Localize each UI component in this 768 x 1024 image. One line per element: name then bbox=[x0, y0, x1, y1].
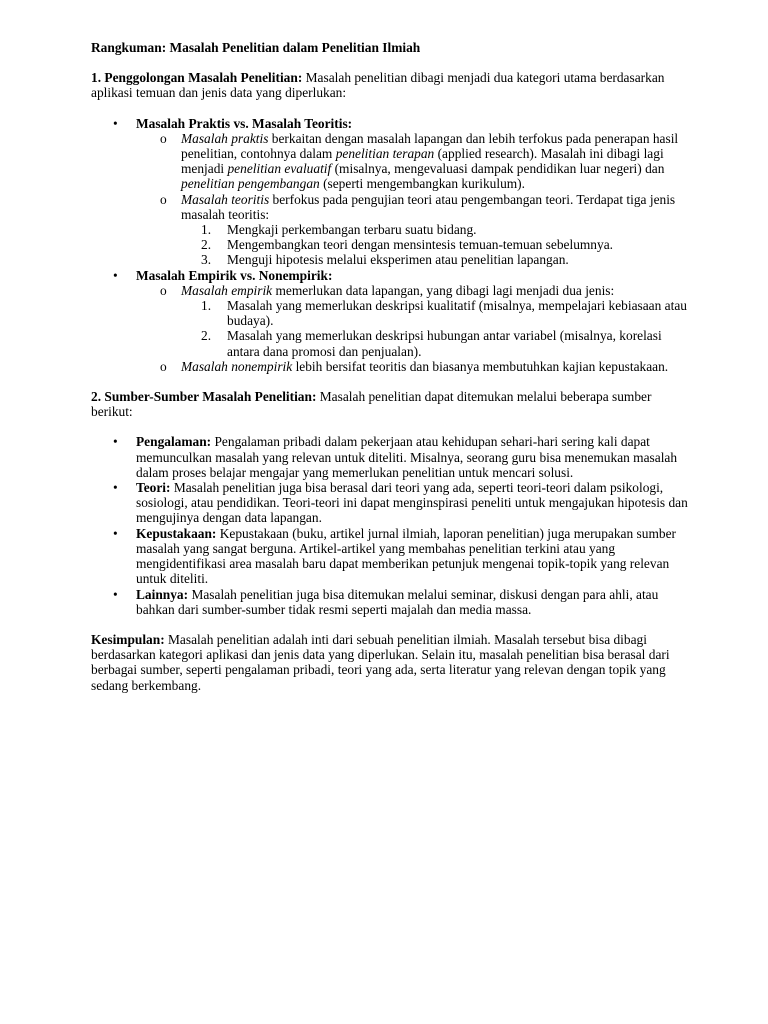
document-page bbox=[91, 40, 691, 693]
term-emphasis: Masalah nonempirik bbox=[181, 358, 293, 374]
conclusion-paragraph bbox=[91, 632, 691, 693]
item-number: 2. bbox=[201, 237, 212, 253]
bullet-icon: • bbox=[113, 525, 118, 541]
body-text: berkaitan dengan masalah lapangan dan lebih terfokus pada penerapan hasil penelitian, contohnya dalam bbox=[181, 130, 679, 162]
numbered-text: Masalah yang memerlukan deskripsi kualitatif (misalnya, mempelajari kebiasaan atau budaya). bbox=[227, 298, 687, 329]
sub-list-item bbox=[136, 359, 691, 374]
body-text: Kepustakaan (buku, artikel jurnal ilmiah, laporan penelitian) juga merupakan sumber masalah yang sangat berguna. Artikel-artikel yang membahas penelitian terkini atau yang mengidentifikasi area masalah baru dapat memberikan petunjuk mengenai topik-topik yang relevan untuk diteliti. bbox=[136, 525, 676, 587]
list-item bbox=[91, 526, 691, 587]
sub-bullet-icon: o bbox=[160, 282, 167, 298]
numbered-item bbox=[181, 298, 691, 328]
body-text: lebih bersifat teoritis dan biasanya membutuhkan kajian kepustakaan. bbox=[292, 358, 669, 374]
bullet-icon: • bbox=[113, 586, 118, 602]
body-text: Masalah penelitian juga bisa ditemukan melalui seminar, diskusi dengan para ahli, atau bahkan dari sumber-sumber tidak resmi seperti majalah dan media massa. bbox=[136, 586, 659, 617]
list-item bbox=[91, 434, 691, 480]
body-text: (applied research). Masalah ini dibagi lagi menjadi bbox=[181, 146, 664, 177]
body-text: Masalah penelitian juga bisa berasal dari teori yang ada, seperti teori-teori dalam psikologi, sosiologi, atau pendidikan. Teori-teori ini dapat menginspirasi peneliti untuk mengajukan hipotesis dan mengujinya dengan data lapangan. bbox=[136, 480, 688, 526]
list-item bbox=[91, 268, 691, 374]
item-label: Masalah Praktis vs. Masalah Teoritis: bbox=[136, 115, 353, 131]
section1-paragraph bbox=[91, 70, 691, 100]
item-number: 3. bbox=[201, 252, 212, 268]
conclusion-label: Kesimpulan: bbox=[91, 631, 165, 647]
numbered-text: Masalah yang memerlukan deskripsi hubungan antar variabel (misalnya, korelasi antara dana promosi dan penjualan). bbox=[227, 328, 662, 359]
bullet-icon: • bbox=[113, 115, 118, 131]
sub-list bbox=[136, 283, 691, 374]
numbered-item bbox=[181, 237, 691, 252]
term-emphasis: Masalah empirik bbox=[181, 282, 273, 298]
sub-bullet-icon: o bbox=[160, 358, 167, 374]
item-label: Lainnya: bbox=[136, 586, 189, 602]
numbered-item bbox=[181, 252, 691, 267]
sub-list-item bbox=[136, 192, 691, 268]
body-text: (misalnya, mengevaluasi dampak pendidikan luar negeri) dan bbox=[331, 161, 665, 177]
document-title: Rangkuman: Masalah Penelitian dalam Penelitian Ilmiah bbox=[91, 40, 421, 55]
term-emphasis: penelitian evaluatif bbox=[227, 161, 332, 177]
section1-heading: 1. Penggolongan Masalah Penelitian: bbox=[91, 70, 303, 86]
section2-heading: 2. Sumber-Sumber Masalah Penelitian: bbox=[91, 389, 317, 405]
bullet-icon: • bbox=[113, 267, 118, 283]
numbered-item bbox=[181, 328, 691, 358]
sub-list-item bbox=[136, 131, 691, 192]
sub-bullet-icon: o bbox=[160, 130, 167, 146]
numbered-item bbox=[181, 222, 691, 237]
term-emphasis: Masalah praktis bbox=[181, 130, 269, 146]
sub-list-item bbox=[136, 283, 691, 359]
item-label: Kepustakaan: bbox=[136, 525, 217, 541]
item-label: Pengalaman: bbox=[136, 434, 212, 450]
list-item bbox=[91, 480, 691, 526]
bullet-icon: • bbox=[113, 480, 118, 496]
bullet-icon: • bbox=[113, 434, 118, 450]
body-text: Pengalaman pribadi dalam pekerjaan atau kehidupan sehari-hari sering kali dapat memunculkan masalah yang relevan untuk diteliti. Misalnya, seorang guru bisa menemukan masalah dalam proses belajar mengajar yang memerlukan penelitian untuk mencari solusi. bbox=[136, 434, 678, 480]
item-label: Masalah Empirik vs. Nonempirik: bbox=[136, 267, 333, 283]
sub-list bbox=[136, 131, 691, 268]
body-text: (seperti mengembangkan kurikulum). bbox=[319, 176, 525, 192]
item-number: 2. bbox=[201, 328, 212, 344]
sub-bullet-icon: o bbox=[160, 191, 167, 207]
list-item bbox=[91, 587, 691, 617]
numbered-text: Mengkaji perkembangan terbaru suatu bidang. bbox=[227, 222, 477, 238]
item-number: 1. bbox=[201, 298, 212, 314]
conclusion-text: Masalah penelitian adalah inti dari sebuah penelitian ilmiah. Masalah tersebut bisa dibagi berdasarkan kategori aplikasi dan jenis data yang diperlukan. Selain itu, masalah penelitian bisa berasal dari berbagai sumber, seperti pengalaman pribadi, teori yang ada, serta literatur yang relevan dengan topik yang sedang berkembang. bbox=[91, 631, 670, 693]
section1-list bbox=[91, 116, 691, 374]
section1-intro: Masalah penelitian dibagi menjadi dua kategori utama berdasarkan aplikasi temuan dan jenis data yang diperlukan: bbox=[91, 70, 665, 101]
numbered-list bbox=[181, 222, 691, 268]
body-text: berfokus pada pengujian teori atau pengembangan teori. Terdapat tiga jenis masalah teoritis: bbox=[181, 191, 676, 222]
item-label: Teori: bbox=[136, 480, 171, 496]
term-emphasis: Masalah teoritis bbox=[181, 191, 270, 207]
section2-paragraph bbox=[91, 389, 691, 419]
section2-intro: Masalah penelitian dapat ditemukan melalui beberapa sumber berikut: bbox=[91, 389, 652, 420]
numbered-text: Menguji hipotesis melalui eksperimen atau penelitian lapangan. bbox=[227, 252, 569, 268]
item-number: 1. bbox=[201, 222, 212, 238]
section2-list bbox=[91, 434, 691, 616]
numbered-text: Mengembangkan teori dengan mensintesis temuan-temuan sebelumnya. bbox=[227, 237, 613, 253]
term-emphasis: penelitian terapan bbox=[335, 146, 435, 162]
list-item bbox=[91, 116, 691, 268]
body-text: memerlukan data lapangan, yang dibagi lagi menjadi dua jenis: bbox=[272, 282, 615, 298]
numbered-list bbox=[181, 298, 691, 359]
term-emphasis: penelitian pengembangan bbox=[181, 176, 320, 192]
